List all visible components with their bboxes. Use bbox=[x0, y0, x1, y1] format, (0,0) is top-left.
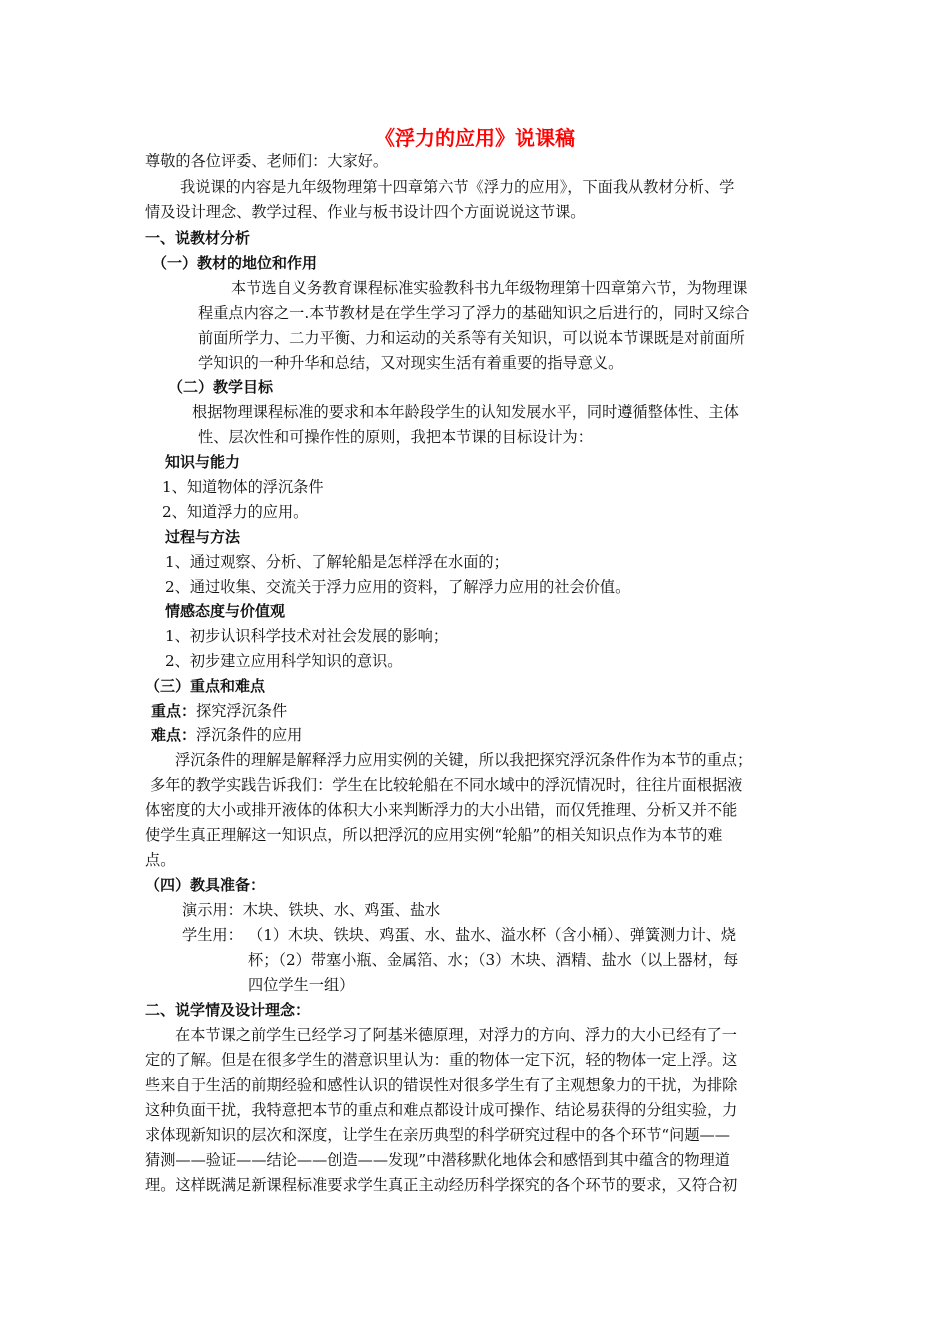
subsection-heading: （三）重点和难点 bbox=[145, 677, 266, 695]
subsection-heading: （一）教材的地位和作用 bbox=[152, 254, 318, 272]
intro-line: 我说课的内容是九年级物理第十四章第六节《浮力的应用》，下面我从教材分析、学 bbox=[180, 178, 735, 196]
list-item: 1、初步认识科学技术对社会发展的影响； bbox=[165, 627, 449, 645]
paragraph-line: 定的了解。但是在很多学生的潜意识里认为：重的物体一定下沉，轻的物体一定上浮。这 bbox=[145, 1051, 738, 1069]
section-heading: 一、说教材分析 bbox=[145, 229, 251, 247]
list-item: 2、知道浮力的应用。 bbox=[162, 503, 309, 521]
list-item: 2、通过收集、交流关于浮力应用的资料，了解浮力应用的社会价值。 bbox=[165, 578, 631, 596]
section-heading: 二、说学情及设计理念： bbox=[145, 1001, 311, 1019]
paragraph-line: 猜测——验证——结论——创造——发现”中潜移默化地体会和感悟到其中蕴含的物理道 bbox=[145, 1151, 730, 1169]
paragraph-line: 这种负面干扰，我特意把本节的重点和难点都设计成可操作、结论易获得的分组实验，力 bbox=[145, 1101, 738, 1119]
paragraph-line: 点。 bbox=[145, 851, 176, 869]
key-point-text: 探究浮沉条件 bbox=[196, 702, 288, 720]
paragraph-line: 本节选自义务教育课程标准实验教科书九年级物理第十四章第六节，为物理课 bbox=[231, 279, 748, 297]
paragraph-line: 浮沉条件的理解是解释浮力应用实例的关键，所以我把探究浮沉条件作为本节的重点； bbox=[175, 751, 753, 769]
subsection-heading: （四）教具准备： bbox=[145, 876, 266, 894]
paragraph-line: 前面所学力、二力平衡、力和运动的关系等有关知识，可以说本节课既是对前面所 bbox=[198, 329, 745, 347]
paragraph-line: 程重点内容之一.本节教材是在学生学习了浮力的基础知识之后进行的，同时又综合 bbox=[198, 304, 750, 322]
intro-line: 情及设计理念、教学过程、作业与板书设计四个方面说说这节课。 bbox=[145, 203, 586, 221]
student-equipment-line: 杯；（2）带塞小瓶、金属箔、水；（3）木块、酒精、盐水（以上器材，每 bbox=[248, 951, 739, 969]
student-equipment-label: 学生用： bbox=[182, 926, 243, 944]
paragraph-line: 在本节课之前学生已经学习了阿基米德原理，对浮力的方向、浮力的大小已经有了一 bbox=[175, 1026, 737, 1044]
list-item: 1、通过观察、分析、了解轮船是怎样浮在水面的； bbox=[165, 553, 509, 571]
list-item: 1、知道物体的浮沉条件 bbox=[162, 478, 324, 496]
paragraph-line: 求体现新知识的层次和深度，让学生在亲历典型的科学研究过程中的各个环节“问题—— bbox=[145, 1126, 730, 1144]
demo-equipment: 演示用：木块、铁块、水、鸡蛋、盐水 bbox=[182, 901, 441, 919]
student-equipment-line: （1）木块、铁块、鸡蛋、水、盐水、溢水杯（含小桶）、弹簧测力计、烧 bbox=[248, 926, 737, 944]
paragraph-line: 些来自于生活的前期经验和感性认识的错误性对很多学生有了主观想象力的干扰，为排除 bbox=[145, 1076, 738, 1094]
student-equipment-line: 四位学生一组） bbox=[248, 976, 355, 994]
difficulty-row bbox=[151, 725, 302, 745]
key-point-label: 重点： bbox=[151, 702, 197, 720]
paragraph-line: 根据物理课程标准的要求和本年龄段学生的认知发展水平，同时遵循整体性、主体 bbox=[192, 403, 739, 421]
difficulty-text: 浮沉条件的应用 bbox=[196, 726, 303, 744]
paragraph-line: 理。这样既满足新课程标准要求学生真正主动经历科学探究的各个环节的要求，又符合初 bbox=[145, 1176, 738, 1194]
difficulty-label: 难点： bbox=[151, 726, 197, 744]
greeting: 尊敬的各位评委、老师们：大家好。 bbox=[145, 152, 388, 170]
goal-heading: 过程与方法 bbox=[165, 528, 241, 546]
paragraph-line: 学知识的一种升华和总结，又对现实生活有着重要的指导意义。 bbox=[198, 354, 624, 372]
paragraph-line: 多年的教学实践告诉我们：学生在比较轮船在不同水域中的浮沉情况时，往往片面根据液 bbox=[150, 776, 743, 794]
list-item: 2、初步建立应用科学知识的意识。 bbox=[165, 652, 403, 670]
goal-heading: 情感态度与价值观 bbox=[165, 602, 286, 620]
goal-heading: 知识与能力 bbox=[165, 453, 241, 471]
subsection-heading: （二）教学目标 bbox=[168, 378, 274, 396]
paragraph-line: 体密度的大小或排开液体的体积大小来判断浮力的大小出错，而仅凭推理、分析又并不能 bbox=[145, 801, 738, 819]
key-point-row bbox=[151, 701, 287, 721]
paragraph-line: 使学生真正理解这一知识点，所以把浮沉的应用实例“轮船”的相关知识点作为本节的难 bbox=[145, 826, 723, 844]
page-title: 《浮力的应用》说课稿 bbox=[375, 126, 575, 150]
paragraph-line: 性、层次性和可操作性的原则，我把本节课的目标设计为： bbox=[198, 428, 593, 446]
